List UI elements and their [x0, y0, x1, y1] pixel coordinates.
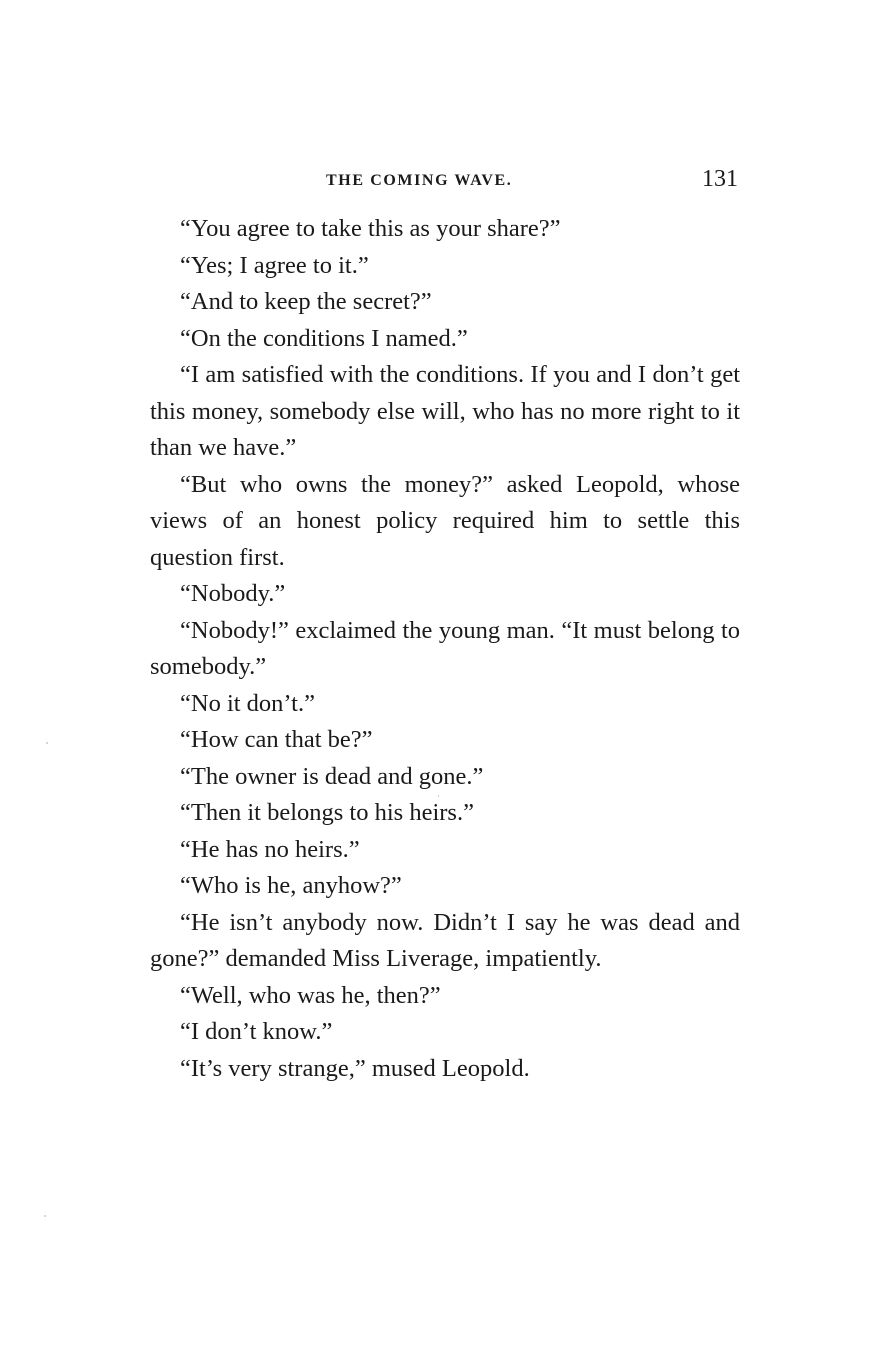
paper-speck: [44, 1215, 46, 1217]
paragraph: “Nobody.”: [180, 580, 286, 607]
paragraph: “And to keep the secret?”: [180, 288, 432, 315]
paragraph: “No it don’t.”: [180, 689, 315, 717]
paragraph: “Yes; I agree to it.”: [180, 251, 369, 279]
paragraph: “How can that be?”: [180, 726, 373, 753]
paragraph: “On the conditions I named.”: [180, 324, 468, 352]
page-number: 131: [702, 166, 738, 192]
paragraph: “He has no heirs.”: [180, 835, 360, 863]
running-head: [150, 166, 740, 196]
paragraph: “The owner is dead and gone.”: [180, 762, 484, 790]
paragraph: “Then it belongs to his heirs.”: [180, 799, 474, 826]
paper-speck: [46, 742, 48, 744]
paragraph: “But who owns the money?” asked Leopold, whose views of an honest policy required him to settle this question first.: [150, 470, 740, 571]
paragraph: “I am satisfied with the conditions. If you and I don’t get this money, somebody else will, who has no more right to it than we have.”: [150, 361, 740, 461]
paper-speck: [438, 795, 439, 797]
paragraph: “It’s very strange,” mused Leopold.: [180, 1054, 530, 1082]
paragraph: “Who is he, anyhow?”: [180, 872, 402, 899]
paragraph: “He isn’t anybody now. Didn’t I say he was dead and gone?” demanded Miss Liverage, impatiently.: [150, 908, 740, 972]
paragraph: “I don’t know.”: [180, 1018, 333, 1045]
paragraph: “Nobody!” exclaimed the young man. “It must belong to somebody.”: [150, 616, 740, 680]
paragraph: “You agree to take this as your share?”: [180, 215, 561, 242]
running-title: THE COMING WAVE.: [326, 172, 513, 189]
body-text: [150, 211, 740, 1087]
paragraph: “Well, who was he, then?”: [180, 981, 441, 1009]
